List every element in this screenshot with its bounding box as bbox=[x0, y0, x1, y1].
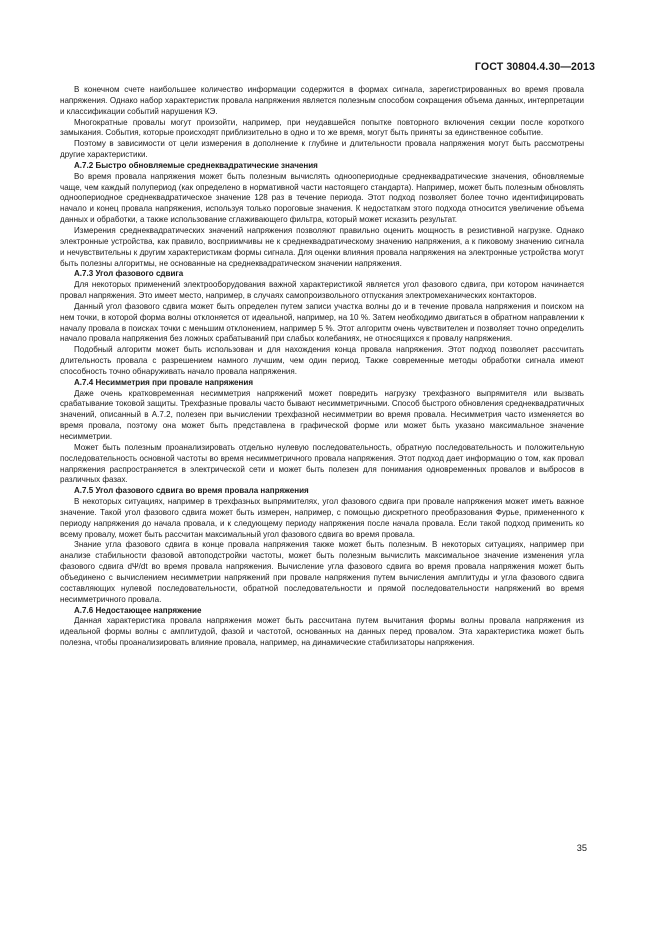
document-header: ГОСТ 30804.4.30—2013 bbox=[474, 61, 595, 73]
document-body bbox=[60, 85, 584, 649]
section-paragraph: Во время провала напряжения может быть полезным вычислять одноопериодные среднеквадратические значения, обновляемые чаще, чем каждый полупериод (как определено в нормативной части настоящего стандарта). Например, может быть полезным обновлять одноопериодное среднеквадратическое значение 128 раз в течение периода. Этот подход позволяет более точно идентифицировать начало и конец провала напряжения, используя только пороговые значения. К недостаткам этого подхода относится увеличение объема данных и обработки, а также использование сглаживающего фильтра, который может исказить результат. bbox=[60, 171, 584, 225]
section-heading-a74: А.7.4 Несимметрия при провале напряжения bbox=[74, 377, 254, 387]
section-paragraph: Подобный алгоритм может быть использован и для нахождения конца провала напряжения. Этот подход позволяет рассчитать длительность провала с разрешением намного лучшим, чем один период. Также современные методы обработки сигнала имеют способность точно обнаруживать начало провала напряжения. bbox=[60, 345, 584, 376]
section-paragraph: Может быть полезным проанализировать отдельно нулевую последовательность, обратную последовательность и положительную последовательность основной частоты во время несимметричного провала напряжения. Этот подход дает информацию о том, как провал напряжения распространяется в электрической сети и может быть полезен для понимания одновременных провалов и выбросов в различных фазах. bbox=[60, 442, 584, 485]
section-paragraph: Даже очень кратковременная несимметрия напряжений может повредить нагрузку трехфазного выпрямителя или вызвать срабатывание токовой защиты. Трехфазные провалы часто бывают несимметричными. Способ быстрого обновления среднеквадратичных значений, описанный в А.7.2, полезен при вычислении трехфазной несимметрии во время провала. Несимметрия часто изменяется во время провала, поэтому она может быть представлена в графической форме или может быть указано максимальное значение несимметрии. bbox=[60, 388, 584, 441]
section-paragraph: Знание угла фазового сдвига в конце провала напряжения также может быть полезным. В некоторых ситуациях, например при анализе стабильности фазовой автоподстройки частоты, может быть полезным вычислить максимальное значение изменения угла фазового сдвига dΨ/dt во время провала напряжения. Вычисление угла фазового сдвига во время провала напряжения может быть объединено с вычислением несимметрии напряжений при провале напряжения путем вычисления амплитуды и угла фазового сдвига составляющих нулевой последовательности, обратной последовательности и прямой последовательности напряжений во время несимметричного провала. bbox=[60, 540, 584, 604]
section-heading-a73: А.7.3 Угол фазового сдвига bbox=[74, 269, 184, 279]
intro-paragraph: Поэтому в зависимости от цели измерения в дополнение к глубине и длительности провала напряжения могут быть рассмотрены другие характеристики. bbox=[60, 139, 584, 160]
section-heading-a76: А.7.6 Недостающее напряжение bbox=[74, 605, 202, 615]
intro-paragraph: Многократные провалы могут произойти, например, при неудавшейся попытке повторного включения секции после короткого замыкания. События, которые происходят приблизительно в одно и то же время, могут быть приняты за единственное событие. bbox=[60, 117, 584, 138]
section-paragraph: Данный угол фазового сдвига может быть определен путем записи участка волны до и в течение провала напряжения и поиском на нем точки, в которой форма волны отклоняется от идеальной, например, на 10 %. Затем необходимо двигаться в обратном направлении к началу провала в поисках точки с меньшим отклонением, например 5 %. Этот алгоритм очень чувствителен и позволяет точно определить начало провала напряжения без ложных срабатываний при слабых колебаниях, не относящихся к провалу напряжения. bbox=[60, 301, 584, 344]
page-number: 35 bbox=[576, 843, 587, 853]
section-paragraph: Измерения среднеквадратических значений напряжения позволяют правильно оценить мощность в резистивной нагрузке. Однако электронные устройства, как правило, восприимчивы не к среднеквадратическому значению напряжения, а к пиковому значению сигнала и нечувствительны к другим характеристикам формы сигнала. Для оценки влияния провала напряжения на электронные устройства могут быть полезны алгоритмы, не основанные на среднеквадратическом значении напряжения. bbox=[60, 225, 584, 268]
section-paragraph: Для некоторых применений электрооборудования важной характеристикой является угол фазового сдвига, при котором начинается провал напряжения. Это имеет место, например, в случаях самопроизвольного отпускания электромеханических контакторов. bbox=[60, 280, 584, 301]
section-paragraph: В некоторых ситуациях, например в трехфазных выпрямителях, угол фазового сдвига при провале напряжения может иметь важное значение. Такой угол фазового сдвига может быть измерен, например, с помощью дискретного преобразования Фурье, примененного к периоду напряжения до начала провала, и к следующему периоду напряжения после начала провала. Если такой подход применить ко всему провалу, может быть рассчитан максимальный угол фазового сдвига во время провала. bbox=[60, 497, 584, 539]
section-paragraph: Данная характеристика провала напряжения может быть рассчитана путем вычитания формы волны провала напряжения из идеальной формы волны с амплитудой, фазой и частотой, основанных на данных перед провалом. Эта характеристика может быть полезна, чтобы проанализировать влияние провала, например, на динамические стабилизаторы напряжения. bbox=[60, 616, 584, 648]
intro-paragraph: В конечном счете наибольшее количество информации содержится в формах сигнала, зарегистрированных во время провала напряжения. Однако набор характеристик провала напряжения является полезным способом сокращения объема данных, интерпретации и классификации событий нарушения КЭ. bbox=[60, 85, 584, 116]
section-heading-a75: А.7.5 Угол фазового сдвига во время провала напряжения bbox=[74, 486, 309, 496]
section-heading-a72: А.7.2 Быстро обновляемые среднеквадратические значения bbox=[74, 160, 318, 170]
